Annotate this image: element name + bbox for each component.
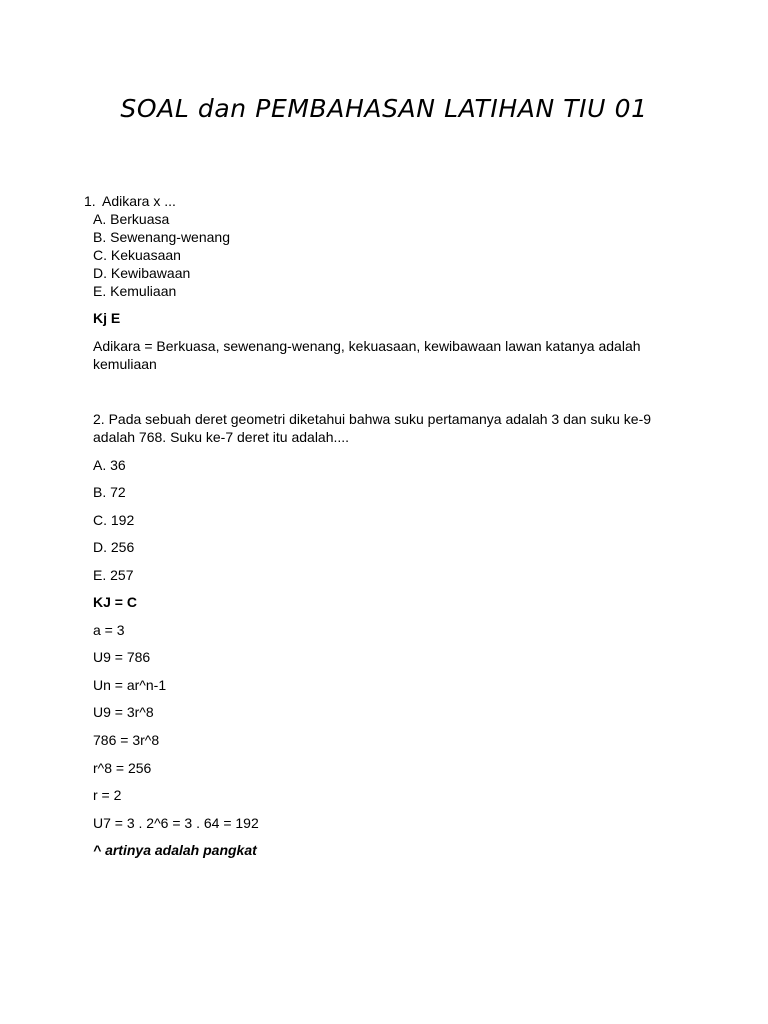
q2-answer-key: KJ = C	[93, 594, 137, 610]
q2-option-a: A. 36	[93, 457, 126, 473]
q2-option-c: C. 192	[93, 512, 135, 528]
q1-answer-key: Kj E	[93, 310, 121, 326]
q2-step: U9 = 786	[93, 649, 151, 665]
q1-explanation-line-1: Adikara = Berkuasa, sewenang-wenang, kekuasaan, kewibawaan lawan katanya adalah	[93, 338, 641, 354]
q2-step: a = 3	[93, 622, 125, 638]
q1-option-c: C. Kekuasaan	[93, 247, 181, 263]
q1-question: Adikara x ...	[102, 193, 176, 209]
q1-option-a: A. Berkuasa	[93, 211, 170, 227]
q1-option-d: D. Kewibawaan	[93, 265, 191, 281]
q2-question-line-1: 2. Pada sebuah deret geometri diketahui bahwa suku pertamanya adalah 3 dan suku ke-9	[93, 411, 652, 427]
q2-step: r^8 = 256	[93, 760, 152, 776]
q2-step: r = 2	[93, 787, 122, 803]
q2-step: U7 = 3 . 2^6 = 3 . 64 = 192	[93, 815, 259, 831]
q2-option-d: D. 256	[93, 539, 135, 555]
page-title: SOAL dan PEMBAHASAN LATIHAN TIU 01	[120, 94, 648, 123]
q2-note: ^ artinya adalah pangkat	[93, 842, 257, 858]
q1-explanation-line-2: kemuliaan	[93, 356, 157, 372]
q2-step: Un = ar^n-1	[93, 677, 167, 693]
q2-step: 786 = 3r^8	[93, 732, 160, 748]
q1-option-b: B. Sewenang-wenang	[93, 229, 230, 245]
q2-option-b: B. 72	[93, 484, 126, 500]
q2-option-e: E. 257	[93, 567, 134, 583]
q1-option-e: E. Kemuliaan	[93, 283, 177, 299]
q1-number: 1.	[84, 193, 96, 209]
q2-question-line-2: adalah 768. Suku ke-7 deret itu adalah....	[93, 429, 350, 445]
q2-step: U9 = 3r^8	[93, 704, 154, 720]
